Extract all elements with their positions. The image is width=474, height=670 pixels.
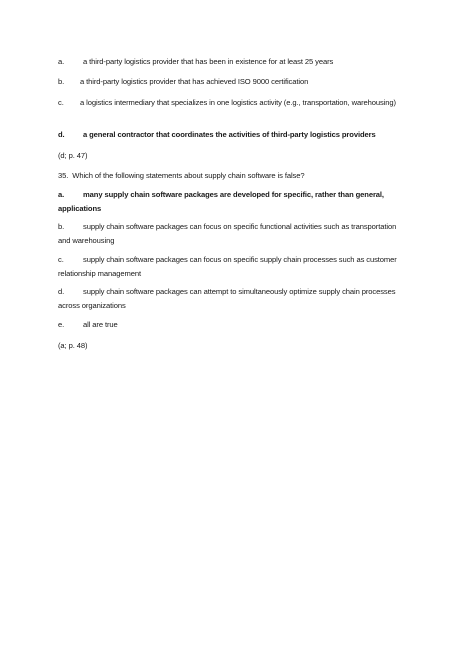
q34-option-a <box>58 55 403 69</box>
answer-reference: (a; p. 48) <box>58 341 88 350</box>
q34-option-b <box>58 75 403 89</box>
option-text: many supply chain software packages are developed for specific, rather than general, applications <box>58 190 384 213</box>
option-label: d. <box>58 287 65 296</box>
option-text: all are true <box>83 320 118 329</box>
option-label: e. <box>58 320 65 329</box>
q34-answer <box>58 149 403 163</box>
option-text: a third-party logistics provider that has been in existence for at least 25 years <box>83 57 334 66</box>
q35-option-d <box>58 285 403 312</box>
option-label: b. <box>58 77 65 86</box>
q35-question <box>58 169 403 183</box>
option-text: a general contractor that coordinates the activities of third-party logistics providers <box>83 130 376 139</box>
option-label: c. <box>58 255 64 264</box>
option-label: a. <box>58 57 65 66</box>
q35-answer <box>58 339 403 353</box>
option-label: a. <box>58 190 65 199</box>
answer-reference: (d; p. 47) <box>58 151 88 160</box>
option-text: a third-party logistics provider that has achieved ISO 9000 certification <box>80 77 309 86</box>
q34-option-c <box>58 96 403 110</box>
q35-option-e <box>58 318 403 332</box>
question-text: Which of the following statements about supply chain software is false? <box>72 171 305 180</box>
option-text: supply chain software packages can focus on specific supply chain processes such as customer relationship management <box>58 255 397 278</box>
option-text: supply chain software packages can attempt to simultaneously optimize supply chain processes across organizations <box>58 287 396 310</box>
q34-option-d-correct <box>58 128 403 142</box>
question-number: 35. <box>58 171 69 180</box>
option-text: a logistics intermediary that specializes in one logistics activity (e.g., transportation, warehousing) <box>80 98 396 107</box>
q35-option-a-correct <box>58 188 403 215</box>
option-label: c. <box>58 98 64 107</box>
q35-option-c <box>58 253 403 280</box>
option-label: d. <box>58 130 65 139</box>
q35-option-b <box>58 220 403 247</box>
option-label: b. <box>58 222 65 231</box>
option-text: supply chain software packages can focus on specific functional activities such as transportation and warehousing <box>58 222 397 245</box>
